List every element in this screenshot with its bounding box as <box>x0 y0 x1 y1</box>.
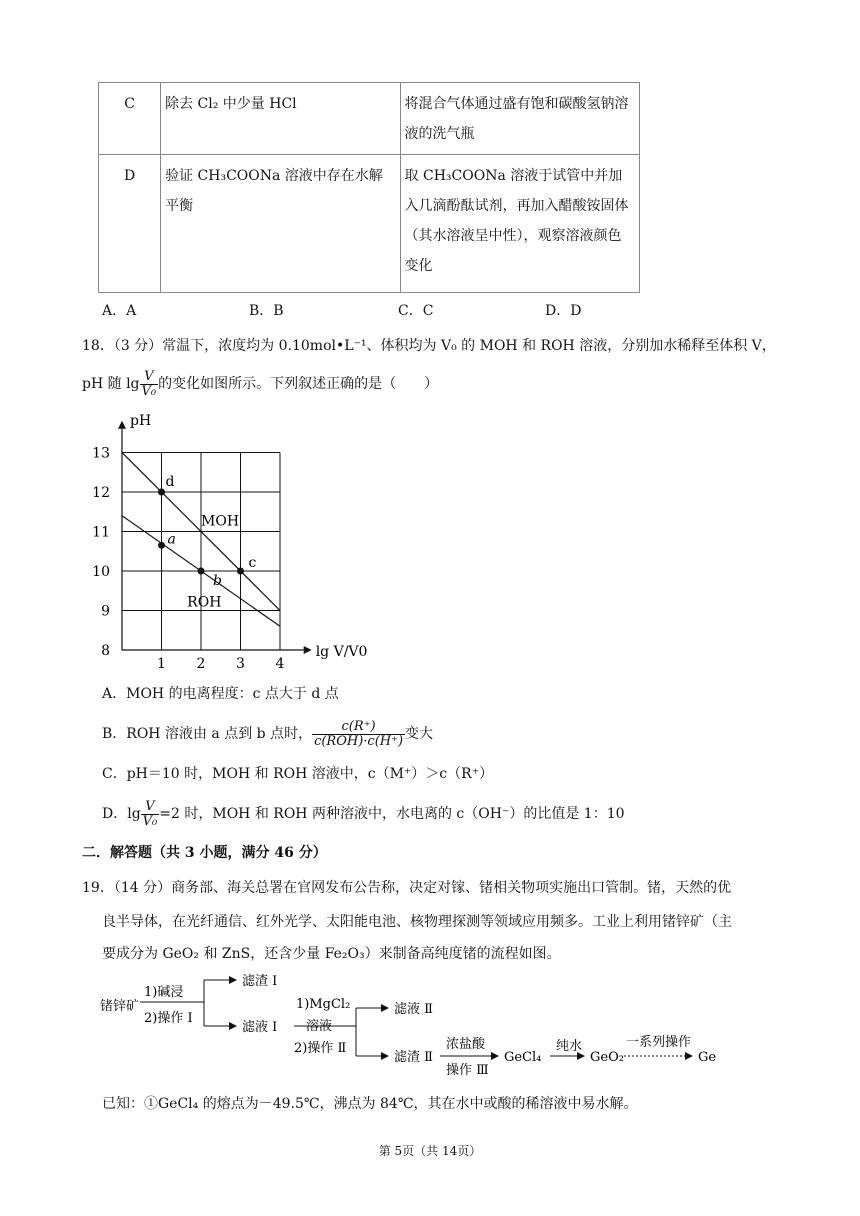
y-tick-label: 11 <box>92 524 110 541</box>
flow-filtrate2: 滤液 Ⅱ <box>394 1002 433 1017</box>
row-purpose: 除去 Cl₂ 中少量 HCl <box>161 83 400 155</box>
option-b-pre: B．ROH 溶液由 a 点到 b 点时， <box>102 726 313 742</box>
q18-fraction <box>140 370 159 399</box>
q18-option-b[interactable] <box>102 716 433 752</box>
flow-step2b: 溶液 <box>306 1019 333 1034</box>
ph-dilution-chart <box>88 404 388 676</box>
option-b-fraction <box>312 720 405 749</box>
x-tick-label: 2 <box>196 656 206 672</box>
flow-geo2: GeO₂ <box>590 1050 624 1065</box>
q18-option-d[interactable] <box>102 796 625 832</box>
flow-step2c: 2)操作 Ⅱ <box>294 1041 347 1056</box>
frac-num: V <box>141 800 160 815</box>
q18-option-c[interactable]: C．pH＝10 时，MOH 和 ROH 溶液中，c（M⁺）＞c（R⁺） <box>102 766 494 782</box>
x-tick-label: 4 <box>275 656 285 672</box>
flow-step1b: 2)操作 Ⅰ <box>144 1011 193 1026</box>
series-label-roh: ROH <box>187 594 222 611</box>
frac-den: V₀ <box>141 383 157 399</box>
row-label: C <box>99 83 161 155</box>
option-d-pre: D．lg <box>102 806 141 822</box>
option-d-fraction <box>141 800 160 829</box>
option-b-post: 变大 <box>405 726 434 742</box>
flow-step1a: 1)碱浸 <box>144 985 184 1000</box>
series-label-moh: MOH <box>201 513 240 530</box>
row-purpose: 验证 CH₃COONa 溶液中存在水解平衡 <box>161 155 400 293</box>
data-point-c <box>237 568 244 575</box>
q18-stem-line2 <box>82 368 438 400</box>
q17-option-a[interactable]: A．A <box>102 303 137 319</box>
x-axis-arrow-icon <box>304 646 312 654</box>
flow-acid: 浓盐酸 <box>446 1037 486 1052</box>
y-tick-label: 9 <box>101 603 110 620</box>
process-flow-diagram <box>98 972 738 1084</box>
q17-option-d[interactable]: D．D <box>545 303 582 319</box>
flow-residue1: 滤渣 Ⅰ <box>242 974 278 989</box>
point-label-c: c <box>248 555 257 571</box>
y-axis-label: pH <box>130 412 152 429</box>
q18-option-a[interactable]: A．MOH 的电离程度：c 点大于 d 点 <box>102 686 339 702</box>
data-point-b <box>198 568 205 575</box>
experiment-table <box>98 82 640 293</box>
y-tick-label: 13 <box>92 445 110 462</box>
x-tick-label: 3 <box>236 656 245 672</box>
flow-water: 纯水 <box>556 1039 583 1054</box>
y-tick-label: 12 <box>92 485 110 501</box>
q18-stem-post: 的变化如图所示。下列叙述正确的是（ ） <box>158 376 439 392</box>
table-row <box>99 83 640 155</box>
data-point-a <box>158 542 165 549</box>
option-d-post: =2 时，MOH 和 ROH 两种溶液中，水电离的 c（OH⁻）的比值是 1：10 <box>159 806 625 822</box>
q19-stem-line2: 良半导体，在光纤通信、红外光学、太阳能电池、核物理探测等领域应用频多。工业上利用锗锌矿（主 <box>102 914 732 930</box>
row-label: D <box>99 155 161 293</box>
x-axis-label: lg V/V0 <box>315 644 368 660</box>
point-label-b: b <box>213 573 222 589</box>
flow-op3: 操作 Ⅲ <box>446 1063 489 1078</box>
q17-option-b[interactable]: B．B <box>249 303 284 319</box>
y-tick-label: 8 <box>101 643 110 659</box>
q18-stem-pre: pH 随 lg <box>82 376 140 392</box>
row-method: 将混合气体通过盛有饱和碳酸氢钠溶液的洗气瓶 <box>400 83 639 155</box>
flow-series-ops: 一系列操作 <box>626 1035 692 1050</box>
y-axis-arrow-icon <box>118 421 126 429</box>
flow-ge: Ge <box>698 1050 717 1065</box>
frac-num: V <box>140 370 159 385</box>
frac-den: V₀ <box>142 813 158 829</box>
point-label-d: d <box>165 474 175 490</box>
frac-num: c(R⁺) <box>312 720 405 735</box>
x-tick-label: 1 <box>157 656 166 672</box>
table-row <box>99 155 640 293</box>
section-heading: 二．解答题（共 3 小题，满分 46 分） <box>82 845 327 861</box>
q17-option-c[interactable]: C．C <box>398 303 434 319</box>
y-tick-label: 10 <box>92 564 110 580</box>
flow-gecl4: GeCl₄ <box>504 1050 542 1065</box>
q19-stem-line1: 19．（14 分）商务部、海关总署在官网发布公告称，决定对镓、锗相关物项实施出口管制。锗，天然的优 <box>82 880 732 896</box>
page-footer: 第 5页（共 14页） <box>378 1144 482 1158</box>
flow-step2a: 1)MgCl₂ <box>296 997 351 1012</box>
data-point-d <box>158 489 165 496</box>
known-conditions: 已知：①GeCl₄ 的熔点为－49.5℃，沸点为 84℃，其在水中或酸的稀溶液中易水解。 <box>102 1096 638 1112</box>
flow-filtrate1: 滤液 Ⅰ <box>242 1020 278 1035</box>
flow-residue2: 滤渣 Ⅱ <box>394 1050 433 1065</box>
point-label-a: a <box>167 531 176 548</box>
q18-stem-line1: 18．（3 分）常温下，浓度均为 0.10mol•L⁻¹、体积均为 V₀ 的 MOH 和 ROH 溶液，分别加水稀释至体积 V， <box>82 338 776 354</box>
flow-ore: 锗锌矿 <box>100 999 140 1014</box>
frac-den: c(ROH)·c(H⁺) <box>314 733 404 749</box>
row-method: 取 CH₃COONa 溶液于试管中并加入几滴酚酞试剂，再加入醋酸铵固体（其水溶液呈中性），观察溶液颜色变化 <box>400 155 639 293</box>
q19-stem-line3: 要成分为 GeO₂ 和 ZnS，还含少量 Fe₂O₃）来制备高纯度锗的流程如图。 <box>102 946 561 962</box>
